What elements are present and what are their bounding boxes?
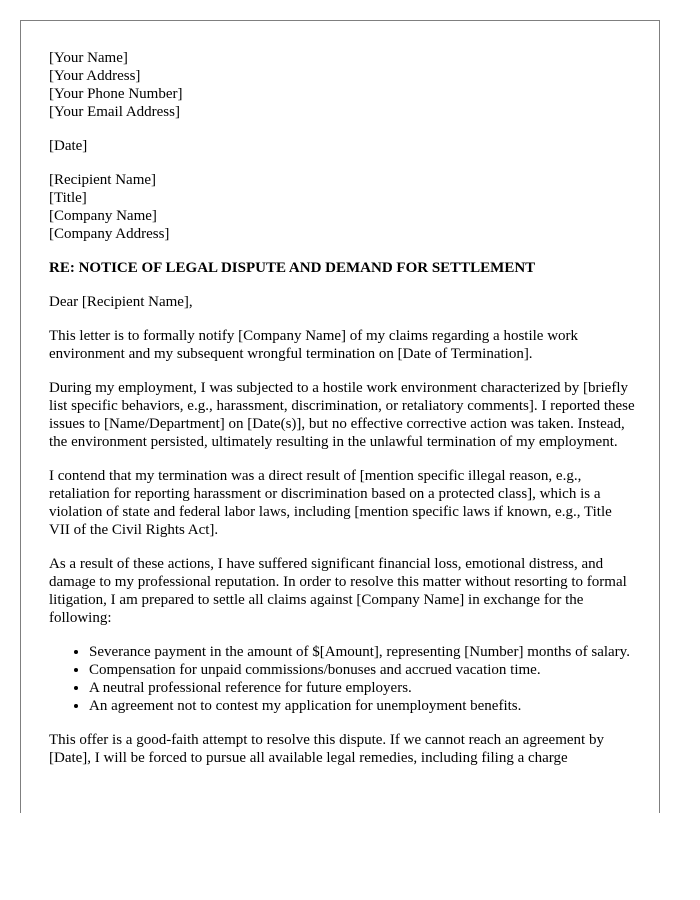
body-paragraph-employment: During my employment, I was subjected to a hostile work environment characterized by [briefly list specific behaviors, e.g., harassment, discrimination, or retaliatory comments]. I reported these issues to [Name/Department] on [Date(s)], but no effective corrective action was taken. Instead, the environment persisted, ultimately resulting in the unlawful termination of my employment. (49, 380, 635, 450)
recipient-name: [Recipient Name] (49, 172, 157, 188)
sender-name: [Your Name] (49, 50, 128, 66)
list-item: • A neutral professional reference for future employers. (89, 679, 635, 697)
list-item: • Compensation for unpaid commissions/bonuses and accrued vacation time. (89, 661, 635, 679)
list-item: • Severance payment in the amount of $[Amount], representing [Number] months of salary. (89, 643, 635, 661)
body-paragraph-settlement: As a result of these actions, I have suffered significant financial loss, emotional distress, and damage to my professional reputation. In order to resolve this matter without resorting to formal litigation, I am prepared to settle all claims against [Company Name] in exchange for the following: (49, 556, 627, 626)
recipient-block (49, 171, 635, 243)
sender-block (49, 49, 635, 121)
date-block (49, 137, 635, 155)
body-paragraph-contention: I contend that my termination was a direct result of [mention specific illegal reason, e.g., retaliation for reporting harassment or discrimination based on a protected class], which is a violation of state and federal labor laws, including [mention specific laws if known, e.g., Title VII of the Civil Rights Act]. (49, 468, 612, 538)
letter-content (49, 49, 635, 783)
recipient-title: [Title] (49, 190, 87, 206)
recipient-address: [Company Address] (49, 226, 170, 242)
body-paragraph-notice: This letter is to formally notify [Company Name] of my claims regarding a hostile work environment and my subsequent wrongful termination on [Date of Termination]. (49, 328, 579, 362)
letter-date: [Date] (49, 138, 88, 154)
subject-line: RE: NOTICE OF LEGAL DISPUTE AND DEMAND FOR SETTLEMENT (49, 260, 536, 276)
list-item: • An agreement not to contest my application for unemployment benefits. (89, 697, 635, 715)
sender-address: [Your Address] (49, 68, 141, 84)
body-paragraph-closing: This offer is a good-faith attempt to resolve this dispute. If we cannot reach an agreement by [Date], I will be forced to pursue all available legal remedies, including filing a charge (49, 732, 604, 766)
letter-page (20, 20, 660, 813)
sender-email: [Your Email Address] (49, 104, 180, 120)
sender-phone: [Your Phone Number] (49, 86, 183, 102)
demands-list (49, 643, 635, 715)
salutation: Dear [Recipient Name], (49, 294, 193, 310)
recipient-company: [Company Name] (49, 208, 157, 224)
